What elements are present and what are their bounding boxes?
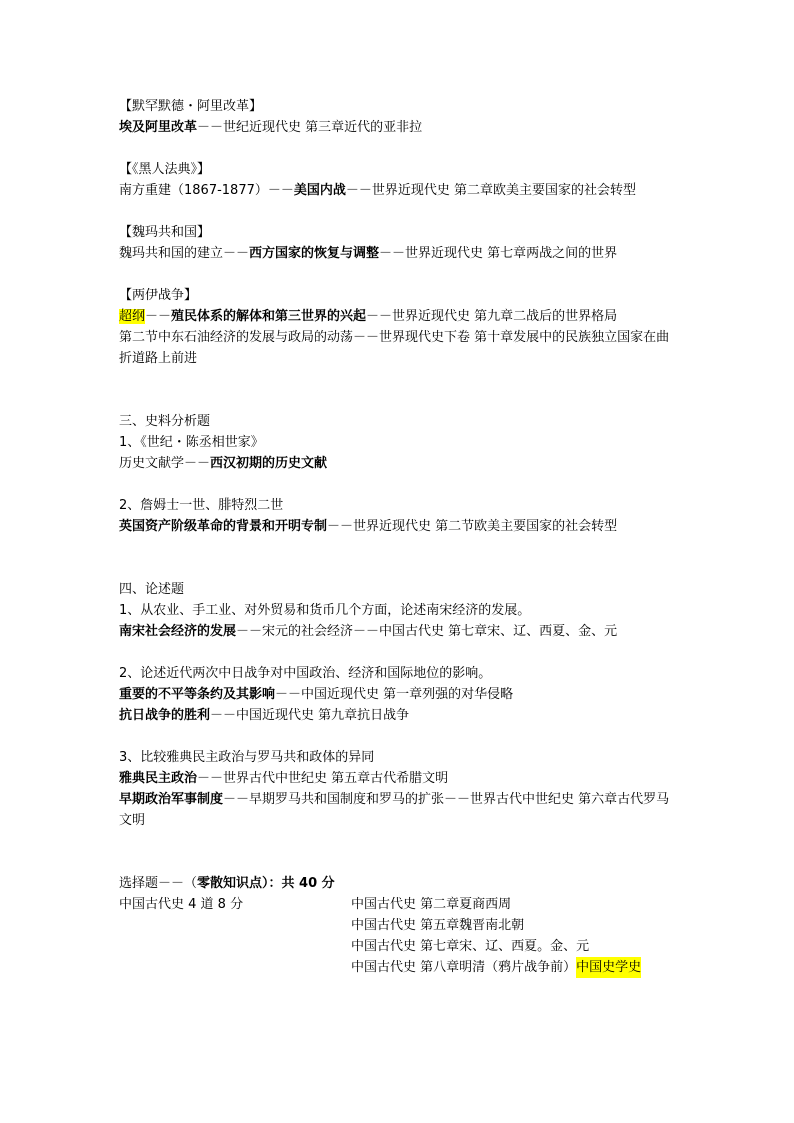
section-title-multiple-choice bbox=[119, 873, 679, 894]
section-title-essay: 四、论述题 bbox=[119, 582, 185, 597]
topic-bold: 雅典民主政治 bbox=[119, 771, 198, 786]
choice-row-4 bbox=[119, 957, 679, 978]
topic-bold: 西汉初期的历史文献 bbox=[210, 456, 328, 471]
choice-item: 中国古代史 第二章夏商西周 bbox=[351, 897, 512, 912]
topic-bold: 西方国家的恢复与调整 bbox=[249, 246, 380, 261]
essay-answer-2b bbox=[119, 705, 679, 726]
essay-answer-3a bbox=[119, 768, 679, 789]
choice-item: 中国古代史 第七章宋、辽、西夏。金、元 bbox=[351, 939, 590, 954]
choice-summary: 中国古代史 4 道 8 分 bbox=[119, 897, 244, 912]
entry-black-codes bbox=[119, 180, 679, 201]
topic-bold: 殖民体系的解体和第三世界的兴起 bbox=[171, 309, 367, 324]
essay-answer-3b bbox=[119, 789, 679, 831]
topic-bold: 早期政治军事制度 bbox=[119, 792, 224, 807]
entry-text: 历史文献学－－ bbox=[119, 456, 211, 471]
section-title-source-analysis: 三、史料分析题 bbox=[119, 414, 211, 429]
entry-text: 选择题－－（ bbox=[119, 876, 198, 891]
entry-text: －－早期罗马共和国制度和罗马的扩张－－世界古代中世纪史 第六章古代罗马文明 bbox=[119, 792, 670, 828]
choice-item: 中国古代史 第八章明清（鸦片战争前） bbox=[351, 960, 577, 975]
highlight-out-of-syllabus: 超纲 bbox=[119, 309, 146, 324]
answer-1 bbox=[119, 453, 679, 474]
entry-text: －－世界近现代史 第七章两战之间的世界 bbox=[379, 246, 618, 261]
entry-text: －－世界近现代史 第二节欧美主要国家的社会转型 bbox=[327, 519, 618, 534]
essay-question-1: 1、从农业、手工业、对外贸易和货币几个方面，论述南宋经济的发展。 bbox=[119, 603, 531, 618]
entry-text: －－中国近现代史 第九章抗日战争 bbox=[210, 708, 410, 723]
topic-bold: 南宋社会经济的发展 bbox=[119, 624, 237, 639]
entry-text: 魏玛共和国的建立－－ bbox=[119, 246, 250, 261]
essay-question-3: 3、比较雅典民主政治与罗马共和政体的异同 bbox=[119, 750, 375, 765]
essay-answer-1 bbox=[119, 621, 679, 642]
choice-row-1 bbox=[119, 894, 679, 915]
score-text: ）：共 40 分 bbox=[262, 876, 335, 891]
topic-bold: 重要的不平等条约及其影响 bbox=[119, 687, 276, 702]
entry-text: －－世界古代中世纪史 第五章古代希腊文明 bbox=[197, 771, 449, 786]
heading-black-codes: 【《黑人法典》】 bbox=[119, 162, 211, 177]
entry-weimar bbox=[119, 243, 679, 264]
entry-text: －－中国近现代史 第一章列强的对华侵略 bbox=[275, 687, 514, 702]
entry-text: －－世纪近现代史 第三章近代的亚非拉 bbox=[197, 120, 423, 135]
essay-answer-2a bbox=[119, 684, 679, 705]
entry-iran-iraq-war bbox=[119, 306, 679, 327]
heading-weimar: 【魏玛共和国】 bbox=[119, 225, 211, 240]
topic-bold: 美国内战 bbox=[293, 183, 346, 198]
highlight-historiography: 中国史学史 bbox=[576, 957, 641, 978]
document-page bbox=[119, 96, 679, 978]
entry-text: －－世界近现代史 第九章二战后的世界格局 bbox=[366, 309, 618, 324]
essay-question-2: 2、论述近代两次中日战争对中国政治、经济和国际地位的影响。 bbox=[119, 666, 492, 681]
entry-text: －－ bbox=[145, 309, 172, 324]
entry-text: 南方重建（1867-1877）－－ bbox=[119, 183, 294, 198]
entry-text: －－宋元的社会经济－－中国古代史 第七章宋、辽、西夏、金、元 bbox=[236, 624, 618, 639]
entry-text: －－世界近现代史 第二章欧美主要国家的社会转型 bbox=[345, 183, 637, 198]
question-1: 1、《世纪・陈丞相世家》 bbox=[119, 435, 264, 450]
entry-ali-reform bbox=[119, 117, 679, 138]
heading-iran-iraq-war: 【两伊战争】 bbox=[119, 288, 198, 303]
choice-row-3 bbox=[119, 936, 679, 957]
choice-item: 中国古代史 第五章魏晋南北朝 bbox=[351, 918, 525, 933]
topic-bold: 零散知识点 bbox=[197, 876, 263, 891]
topic-bold: 埃及阿里改革 bbox=[119, 120, 198, 135]
heading-ali-reform: 【默罕默德・阿里改革】 bbox=[119, 99, 263, 114]
answer-2 bbox=[119, 516, 679, 537]
topic-bold: 英国资产阶级革命的背景和开明专制 bbox=[119, 519, 328, 534]
entry-middle-east-oil: 第二节中东石油经济的发展与政局的动荡－－世界现代史下卷 第十章发展中的民族独立国家在曲折道路上前进 bbox=[119, 330, 670, 366]
question-2: 2、詹姆士一世、腓特烈二世 bbox=[119, 498, 284, 513]
choice-row-2 bbox=[119, 915, 679, 936]
topic-bold: 抗日战争的胜利 bbox=[119, 708, 211, 723]
